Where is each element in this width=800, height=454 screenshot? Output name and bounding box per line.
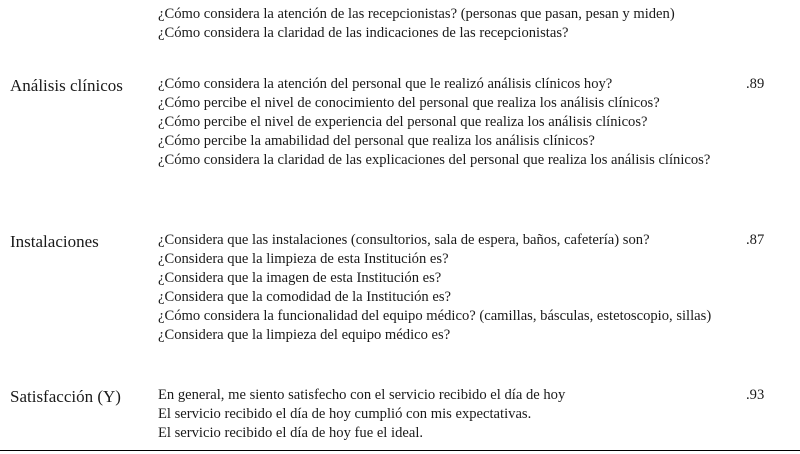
survey-item: En general, me siento satisfecho con el servicio recibido el día de hoy xyxy=(158,387,566,403)
survey-item: ¿Considera que la comodidad de la Institución es? xyxy=(158,289,452,305)
table-bottom-rule xyxy=(0,450,800,451)
survey-item: ¿Cómo considera la claridad de las explicaciones del personal que realiza los análisis clínicos? xyxy=(158,152,711,168)
survey-item: ¿Cómo considera la claridad de las indicaciones de las recepcionistas? xyxy=(158,25,569,41)
item-list xyxy=(158,5,738,43)
survey-item: ¿Cómo considera la funcionalidad del equipo médico? (camillas, básculas, estetoscopio, sillas) xyxy=(158,308,712,324)
survey-item: ¿Cómo considera la atención de las recepcionistas? (personas que pasan, pesan y miden) xyxy=(158,6,675,22)
item-list xyxy=(158,75,738,170)
alpha-value: .89 xyxy=(746,76,765,92)
survey-item: ¿Cómo percibe la amabilidad del personal que realiza los análisis clínicos? xyxy=(158,133,595,149)
dimension-label: Satisfacción (Y) xyxy=(10,387,121,406)
survey-item: ¿Cómo percibe el nivel de experiencia del personal que realiza los análisis clínicos? xyxy=(158,114,648,130)
alpha-value: .87 xyxy=(746,232,765,248)
alpha-value: .93 xyxy=(746,387,765,403)
item-list xyxy=(158,231,738,345)
survey-item: El servicio recibido el día de hoy cumplió con mis expectativas. xyxy=(158,406,532,422)
survey-item: ¿Considera que la limpieza del equipo médico es? xyxy=(158,327,451,343)
dimension-label: Instalaciones xyxy=(10,232,99,251)
survey-item: ¿Considera que las instalaciones (consultorios, sala de espera, baños, cafetería) son? xyxy=(158,232,650,248)
survey-item: El servicio recibido el día de hoy fue el ideal. xyxy=(158,425,424,441)
survey-item: ¿Considera que la imagen de esta Institución es? xyxy=(158,270,442,286)
survey-item: ¿Considera que la limpieza de esta Institución es? xyxy=(158,251,449,267)
item-list xyxy=(158,386,738,443)
survey-item: ¿Cómo considera la atención del personal que le realizó análisis clínicos hoy? xyxy=(158,76,613,92)
survey-item: ¿Cómo percibe el nivel de conocimiento del personal que realiza los análisis clínicos? xyxy=(158,95,660,111)
dimension-label: Análisis clínicos xyxy=(10,76,123,95)
